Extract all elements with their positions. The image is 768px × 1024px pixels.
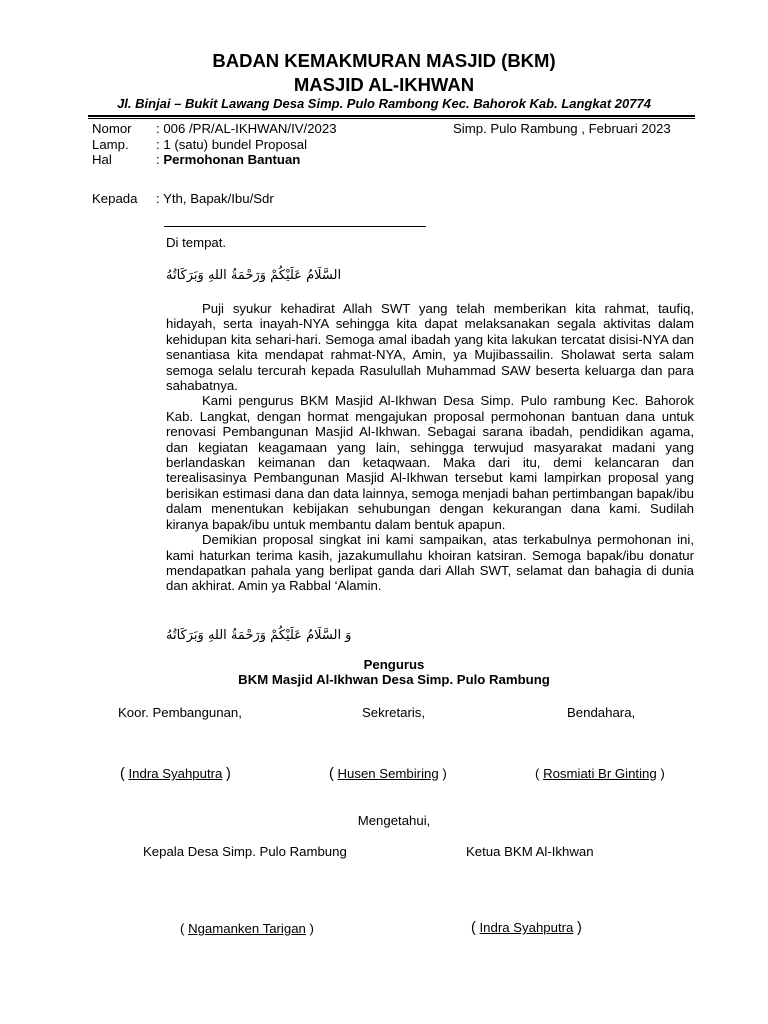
recipient-blank-line xyxy=(164,226,426,227)
hal-colon: : xyxy=(156,152,164,167)
hal-line xyxy=(156,152,300,167)
lamp-label: Lamp. xyxy=(92,137,129,152)
header-rule-thin xyxy=(88,118,695,119)
role-koor: Koor. Pembangunan, xyxy=(118,705,242,720)
pengurus-org: BKM Masjid Al-Ikhwan Desa Simp. Pulo Rambung xyxy=(238,672,550,687)
greeting-open: السَّلَامُ عَلَيْكُمْ وَرَحْمَةُ اللهِ وَبَرَكَاتُهُ xyxy=(166,268,342,283)
org-address: Jl. Binjai – Bukit Lawang Desa Simp. Pulo Rambong Kec. Bahorok Kab. Langkat 20774 xyxy=(117,96,651,111)
name-ketua-bkm: Indra Syahputra xyxy=(479,920,574,935)
signature-sekretaris: ( Husen Sembiring ) xyxy=(329,766,447,782)
org-title-line1: BADAN KEMAKMURAN MASJID (BKM) xyxy=(212,50,556,71)
paragraph-1: Puji syukur kehadirat Allah SWT yang telah memberikan kita rahmat, taufiq, hidayah, serta inayah-NYA sehingga kita dapat melaksanakan segala aktivitas dalam kehidupan kita sehari-hari. Semoga amal ibadah yang kita lakukan tercatat disisi-NYA dan senantiasa kita mendapat rahmat-NYA, Amin, ya Mujibassailin. Sholawat serta salam semoga selalu tercurah kepada Rasulullah Muhammad SAW beserta keluarga dan para sahabatnya. xyxy=(166,301,694,394)
pengurus-heading: Pengurus xyxy=(363,657,425,672)
role-sekretaris: Sekretaris, xyxy=(362,705,426,720)
lamp-value: : 1 (satu) bundel Proposal xyxy=(156,137,308,152)
hal-label: Hal xyxy=(92,152,112,167)
role-ketua-bkm: Ketua BKM Al-Ikhwan xyxy=(466,844,594,859)
di-tempat: Di tempat. xyxy=(166,235,227,250)
mengetahui: Mengetahui, xyxy=(357,813,431,828)
name-sekretaris: Husen Sembiring xyxy=(337,766,439,781)
name-koor: Indra Syahputra xyxy=(128,766,223,781)
name-kepala-desa: Ngamanken Tarigan xyxy=(188,921,306,936)
role-bendahara: Bendahara, xyxy=(567,705,636,720)
place-date: Simp. Pulo Rambung , Februari 2023 xyxy=(453,121,671,136)
role-kepala-desa: Kepala Desa Simp. Pulo Rambung xyxy=(143,844,347,859)
hal-value: Permohonan Bantuan xyxy=(163,152,301,167)
kepada-value: : Yth, Bapak/Ibu/Sdr xyxy=(156,191,274,206)
paragraph-2: Kami pengurus BKM Masjid Al-Ikhwan Desa Simp. Pulo rambung Kec. Bahorok Kab. Langkat, dengan hormat mengajukan proposal permohonan bantuan dana untuk renovasi Pembangunan Masjid Al-Ikhwan. Sebagai sarana ibadah, pendidikan agama, dan kegiatan keagamaan yang lain, sehingga terwujud masyarakat madani yang berlandaskan keimanan dan ketaqwaan. Maka dari itu, demi kelancaran dan terealisasinya Pembangunan Masjid Al-Ikhwan tersebut kami lampirkan proposal yang berisikan estimasi dana dan data lainnya, semoga menjadi bahan pertimbangan bapak/ibu dalam menentukan kebijakan sehubungan dengan kekurangan dana kami. Sudilah kiranya bapak/ibu untuk membantu dalam bentuk apapun. xyxy=(166,393,694,532)
nomor-value: : 006 /PR/AL-IKHWAN/IV/2023 xyxy=(156,121,337,136)
signature-bendahara: ( Rosmiati Br Ginting ) xyxy=(535,766,665,781)
greeting-close: وَ السَّلَامُ عَلَيْكُمْ وَرَحْمَةُ اللهِ وَبَرَكَاتُهُ xyxy=(166,628,352,643)
kepada-label: Kepada xyxy=(92,191,138,206)
nomor-label: Nomor xyxy=(92,121,132,136)
signature-koor: ( Indra Syahputra ) xyxy=(120,766,231,782)
letter-body xyxy=(166,301,694,594)
name-bendahara: Rosmiati Br Ginting xyxy=(543,766,657,781)
header-rule-thick xyxy=(88,115,695,117)
org-title-line2: MASJID AL-IKHWAN xyxy=(293,74,475,95)
signature-kepala-desa: ( Ngamanken Tarigan ) xyxy=(180,921,314,936)
paragraph-3: Demikian proposal singkat ini kami sampaikan, atas terkabulnya permohonan ini, kami haturkan terima kasih, jazakumullahu khoiran katsiran. Semoga bapak/ibu donatur mendapatkan pahala yang berlipat ganda dari Allah SWT, selamat dan bahagia di dunia dan akhirat. Amin ya Rabbal ‘Alamin. xyxy=(166,532,694,594)
signature-ketua-bkm: ( Indra Syahputra ) xyxy=(471,920,582,936)
